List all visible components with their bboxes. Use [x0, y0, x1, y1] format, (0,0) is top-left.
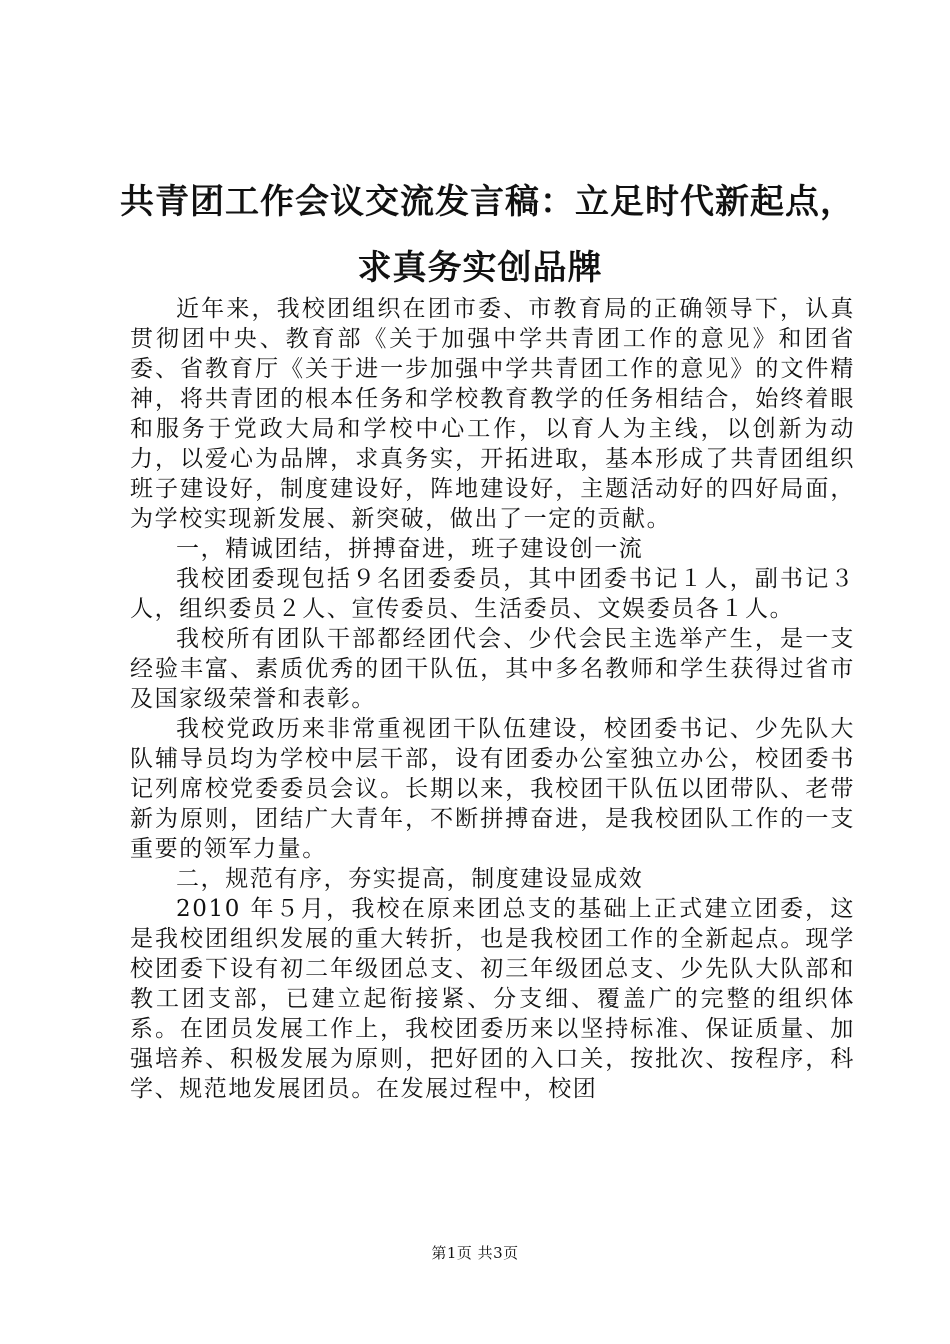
title-line-2: 求真务实创品牌: [357, 248, 603, 288]
paragraph: 我校团委现包括９名团委委员，其中团委书记１人，副书记３人，组织委员２人、宣传委员、生活委员、文娱委员各１人。: [130, 566, 855, 622]
document-title: [120, 182, 855, 288]
paragraph: 我校所有团队干部都经团代会、少代会民主选举产生，是一支经验丰富、素质优秀的团干队伍，其中多名教师和学生获得过省市及国家级荣誉和表彰。: [130, 626, 855, 712]
section-heading-1: 一，精诚团结，拼搏奋进，班子建设创一流: [176, 536, 644, 562]
section-heading-2: 二，规范有序，夯实提高，制度建设显成效: [176, 866, 644, 892]
page-footer: 第1页 共3页: [431, 1244, 519, 1262]
document-body: [130, 294, 855, 1104]
paragraph: 2010 年５月，我校在原来团总支的基础上正式建立团委，这是我校团组织发展的重大转折，也是我校团工作的全新起点。现学校团委下设有初二年级团总支、初三年级团总支、少先队大队部和教工团支部，已建立起衔接紧、分支细、覆盖广的完整的组织体系。在团员发展工作上，我校团委历来以坚持标准、保证质量、加强培养、积极发展为原则，把好团的入口关，按批次、按程序，科学、规范地发展团员。在发展过程中，校团: [130, 896, 855, 1102]
paragraph: 我校党政历来非常重视团干队伍建设，校团委书记、少先队大队辅导员均为学校中层干部，设有团委办公室独立办公，校团委书记列席校党委委员会议。长期以来，我校团干队伍以团带队、老带新为原则，团结广大青年，不断拼搏奋进，是我校团队工作的一支重要的领军力量。: [130, 716, 855, 862]
paragraph-intro: 近年来，我校团组织在团市委、市教育局的正确领导下，认真贯彻团中央、教育部《关于加强中学共青团工作的意见》和团省委、省教育厅《关于进一步加强中学共青团工作的意见》的文件精神，将共青团的根本任务和学校教育教学的任务相结合，始终着眼和服务于党政大局和学校中心工作，以育人为主线，以创新为动力，以爱心为品牌，求真务实，开拓进取，基本形成了共青团组织班子建设好，制度建设好，阵地建设好，主题活动好的四好局面，为学校实现新发展、新突破，做出了一定的贡献。: [130, 296, 855, 532]
title-line-1: 共青团工作会议交流发言稿：立足时代新起点，: [120, 182, 855, 222]
